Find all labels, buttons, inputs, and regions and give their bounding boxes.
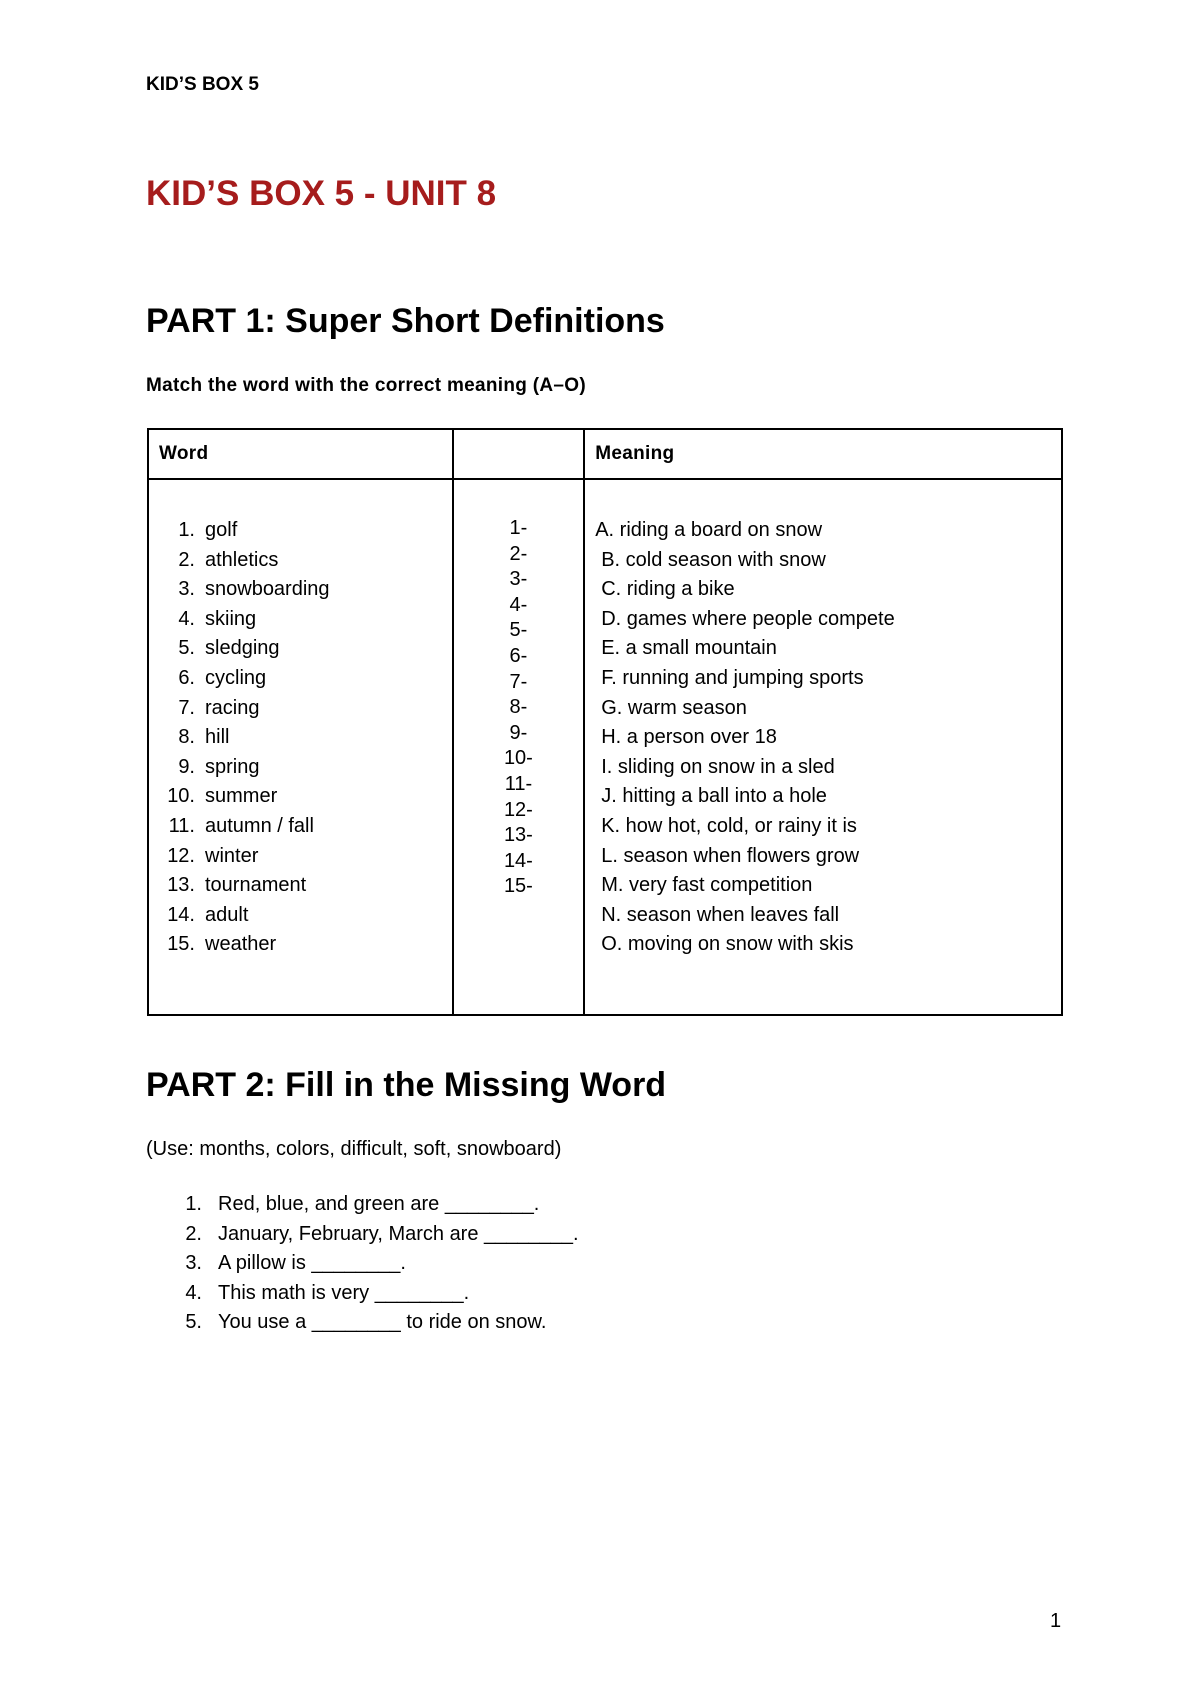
word-text: weather bbox=[205, 933, 277, 956]
word-item bbox=[149, 605, 452, 635]
word-text: winter bbox=[205, 844, 259, 867]
answer-cell bbox=[453, 479, 585, 1015]
word-item bbox=[149, 753, 452, 783]
meaning-item: F. running and jumping sports bbox=[601, 666, 864, 689]
answer-slot[interactable]: 11- bbox=[504, 772, 533, 795]
fill-in-number: 4. bbox=[185, 1281, 202, 1304]
meaning-item: N. season when leaves fall bbox=[601, 903, 840, 926]
word-number: 13. bbox=[167, 874, 195, 897]
meaning-item: O. moving on snow with skis bbox=[601, 933, 854, 956]
fill-in-item bbox=[146, 1279, 579, 1309]
fill-in-number: 2. bbox=[185, 1222, 202, 1245]
meaning-item: G. warm season bbox=[601, 696, 747, 719]
fill-in-number: 3. bbox=[185, 1252, 202, 1275]
answer-slot[interactable]: 10- bbox=[503, 747, 533, 770]
answer-slot[interactable]: 3- bbox=[509, 568, 528, 591]
word-item bbox=[149, 575, 452, 605]
page-header: KID’S BOX 5 bbox=[146, 74, 259, 95]
answer-slot[interactable]: 15- bbox=[503, 875, 533, 898]
word-bank: (Use: months, colors, difficult, soft, snowboard) bbox=[146, 1138, 562, 1160]
word-number: 12. bbox=[167, 844, 195, 867]
word-item bbox=[149, 901, 452, 931]
word-item bbox=[149, 930, 452, 960]
fill-in-number: 5. bbox=[185, 1311, 202, 1334]
word-item bbox=[149, 546, 452, 576]
answer-slot[interactable]: 8- bbox=[509, 696, 528, 719]
word-text: golf bbox=[205, 519, 238, 541]
fill-in-list bbox=[146, 1190, 579, 1338]
table-body-row bbox=[148, 479, 1062, 1015]
answer-slot[interactable]: 6- bbox=[509, 644, 528, 667]
fill-in-sentence: You use a ________ to ride on snow. bbox=[218, 1311, 547, 1334]
page-number: 1 bbox=[1050, 1610, 1062, 1632]
meaning-item: B. cold season with snow bbox=[601, 548, 826, 571]
word-text: spring bbox=[205, 755, 260, 778]
word-text: summer bbox=[205, 785, 278, 808]
fill-in-sentence: January, February, March are ________. bbox=[218, 1222, 579, 1245]
word-item bbox=[149, 723, 452, 753]
word-number: 10. bbox=[167, 785, 195, 808]
word-item bbox=[149, 871, 452, 901]
fill-in-item bbox=[146, 1220, 579, 1250]
word-number: 8. bbox=[178, 726, 195, 749]
word-number: 11. bbox=[168, 814, 195, 837]
table-header-row bbox=[148, 429, 1062, 479]
meaning-item: H. a person over 18 bbox=[601, 726, 777, 749]
word-number: 6. bbox=[178, 666, 195, 689]
meaning-item: A. riding a board on snow bbox=[595, 519, 823, 541]
part2-heading: PART 2: Fill in the Missing Word bbox=[146, 1066, 667, 1104]
word-number: 1. bbox=[178, 519, 195, 541]
word-number: 7. bbox=[178, 696, 195, 719]
column-header-meaning: Meaning bbox=[584, 429, 1062, 479]
fill-in-sentence: Red, blue, and green are ________. bbox=[218, 1193, 540, 1215]
meaning-item: C. riding a bike bbox=[601, 578, 735, 601]
matching-table bbox=[147, 428, 1063, 1016]
meaning-item: E. a small mountain bbox=[601, 637, 777, 660]
word-text: skiing bbox=[205, 607, 257, 630]
word-item bbox=[149, 812, 452, 842]
word-text: racing bbox=[205, 696, 260, 719]
word-number: 2. bbox=[178, 548, 195, 571]
fill-in-number: 1. bbox=[185, 1193, 202, 1215]
meaning-item: D. games where people compete bbox=[601, 607, 895, 630]
answer-slot[interactable]: 14- bbox=[503, 849, 533, 872]
fill-in-item bbox=[146, 1249, 579, 1279]
word-item bbox=[149, 516, 452, 546]
word-text: athletics bbox=[205, 548, 279, 571]
word-text: hill bbox=[205, 726, 230, 749]
word-item bbox=[149, 694, 452, 724]
meaning-item: J. hitting a ball into a hole bbox=[601, 785, 827, 808]
meaning-list bbox=[595, 516, 1061, 960]
word-text: adult bbox=[205, 903, 249, 926]
word-list bbox=[149, 516, 452, 960]
word-number: 9. bbox=[178, 755, 195, 778]
word-text: sledging bbox=[205, 637, 280, 660]
meaning-item: L. season when flowers grow bbox=[601, 844, 860, 867]
word-text: cycling bbox=[205, 666, 267, 689]
word-number: 3. bbox=[178, 578, 195, 601]
word-number: 14. bbox=[167, 903, 195, 926]
word-item bbox=[149, 664, 452, 694]
answer-slot[interactable]: 5- bbox=[509, 619, 528, 642]
fill-in-item bbox=[146, 1190, 579, 1220]
answer-slot[interactable]: 9- bbox=[509, 721, 528, 744]
answer-slot[interactable]: 13- bbox=[503, 824, 533, 847]
meaning-item: M. very fast competition bbox=[601, 874, 813, 897]
answer-slot-list bbox=[454, 516, 584, 900]
meaning-cell bbox=[584, 479, 1062, 1015]
word-item bbox=[149, 842, 452, 872]
part1-heading: PART 1: Super Short Definitions bbox=[146, 302, 665, 340]
word-item bbox=[149, 782, 452, 812]
answer-slot[interactable]: 4- bbox=[509, 593, 528, 616]
fill-in-item bbox=[146, 1308, 579, 1338]
word-number: 4. bbox=[178, 607, 195, 630]
answer-slot[interactable]: 7- bbox=[509, 670, 528, 693]
word-text: tournament bbox=[205, 874, 307, 897]
answer-slot[interactable]: 2- bbox=[509, 542, 528, 565]
answer-slot[interactable]: 12- bbox=[503, 798, 533, 821]
word-number: 15. bbox=[167, 933, 195, 956]
word-number: 5. bbox=[178, 637, 195, 660]
meaning-item: K. how hot, cold, or rainy it is bbox=[601, 814, 857, 837]
word-text: autumn / fall bbox=[205, 814, 314, 837]
column-header-answer bbox=[453, 429, 585, 479]
part1-instruction: Match the word with the correct meaning (A–O) bbox=[146, 375, 586, 396]
fill-in-sentence: This math is very ________. bbox=[218, 1281, 470, 1304]
meaning-item: I. sliding on snow in a sled bbox=[601, 755, 835, 778]
word-text: snowboarding bbox=[205, 578, 330, 601]
column-header-word: Word bbox=[148, 429, 453, 479]
word-cell bbox=[148, 479, 453, 1015]
document-title: KID’S BOX 5 - UNIT 8 bbox=[146, 174, 497, 213]
fill-in-sentence: A pillow is ________. bbox=[218, 1252, 406, 1275]
answer-slot[interactable]: 1- bbox=[509, 517, 528, 539]
word-item bbox=[149, 634, 452, 664]
